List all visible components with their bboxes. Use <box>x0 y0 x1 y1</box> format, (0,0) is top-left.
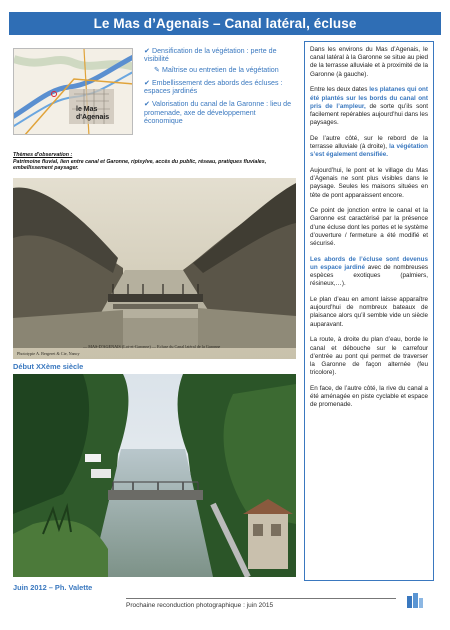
footer-note: Prochaine reconduction photographique : juin 2015 <box>126 598 396 609</box>
check-icon: ✔ <box>144 100 150 109</box>
observation-themes <box>13 152 298 172</box>
highlight: Les abords de l’écluse sont devenus un espace jardiné <box>310 255 428 271</box>
paragraph: Aujourd’hui, le pont et le village du Mas d’Agenais ne sont plus visibles dans le paysage. Seules les maisons situées en tête de pont apparaissent encore. <box>310 166 428 199</box>
paragraph: La route, à droite du plan d’eau, borde le canal et débouche sur le carrefour d’entrée au pont qui permet de traverser la Garonne de façon alternée (feu tricolore). <box>310 336 428 377</box>
map-label: d'Agenais <box>76 114 110 121</box>
themes-title: Thèmes d'observation : <box>13 152 73 158</box>
paragraph: Les abords de l’écluse sont devenus un espace jardiné avec de nombreuses espèces exotiques (palmiers, résineux,…). <box>310 255 428 288</box>
paragraph: En face, de l’autre côté, la rive du canal a été aménagée en piste cyclable et espace de promenade. <box>310 384 428 409</box>
key-point-sub: ✎ Maîtrise ou entretien de la végétation <box>154 65 279 74</box>
recent-photo <box>13 374 296 577</box>
page-title: Le Mas d’Agenais – Canal latéral, écluse <box>9 12 441 35</box>
organization-logo <box>405 590 425 610</box>
recent-photo-drawing <box>13 374 296 577</box>
photo-publisher: Phototypie A. Bergeret & Cie, Nancy <box>17 351 80 356</box>
key-point: ✔ Embellissement des abords des écluses : espaces jardinés <box>144 78 283 96</box>
historic-photo <box>13 178 296 359</box>
highlight: les platanes qui ont été plantés sur les bords du canal ont pris de l’ampleur, <box>310 86 428 110</box>
check-icon: ✔ <box>144 47 150 55</box>
highlight: la végétation s’est également densifiée. <box>310 143 428 159</box>
historic-photo-drawing <box>13 178 296 359</box>
check-icon: ✔ <box>144 78 150 87</box>
paragraph: Entre les deux dates les platanes qui ont été plantés sur les bords du canal ont pris de l’ampleur, de sorte qu’ils sont facilement repérables aujourd’hui dans les paysages. <box>310 86 428 127</box>
recent-photo-caption: Juin 2012 – Ph. Valette <box>13 583 93 592</box>
location-map <box>13 48 133 135</box>
logo-icon <box>405 590 425 610</box>
key-points-list <box>144 47 294 130</box>
paragraph: De l’autre côté, sur le rebord de la terrasse alluviale (à droite), la végétation s’est également densifiée. <box>310 134 428 159</box>
photo-caption-line: — MAS-D'AGENAIS (Lot-et-Garonne) — Ecluse du Canal latéral de la Garonne <box>83 344 221 349</box>
historic-photo-caption: Début XXème siècle <box>13 362 84 371</box>
paragraph: Dans les environs du Mas d’Agenais, le canal latéral à la Garonne se situe au pied de la terrasse alluviale et à proximité de la Garonne (à gauche). <box>310 46 428 78</box>
boat <box>91 469 111 478</box>
paragraph: Ce point de jonction entre le canal et la Garonne est caractérisé par la présence d’une écluse dont les portes et le système d’ouverture / fermeture a été modifié et sécurisé. <box>310 207 428 248</box>
key-point: ✔ Densification de la végétation : perte de visibilité <box>144 47 277 64</box>
key-point: ✔ Valorisation du canal de la Garonne : lieu de promenade, axe de développement économique <box>144 100 292 126</box>
analysis-textbox <box>304 41 434 581</box>
pencil-icon: ✎ <box>154 65 160 74</box>
themes-body: Patrimoine fluvial, lien entre canal et Garonne, ripisylve, accès du public, réseau, pratiques fluviales, embellissement paysager. <box>13 158 267 172</box>
boat <box>85 454 101 462</box>
map-label: le Mas <box>76 106 98 113</box>
paragraph: Le plan d’eau en amont laisse apparaître aujourd’hui de nombreux bateaux de plaisance alors qu’il semble vide un siècle auparavant. <box>310 296 428 328</box>
map-drawing <box>14 49 133 135</box>
